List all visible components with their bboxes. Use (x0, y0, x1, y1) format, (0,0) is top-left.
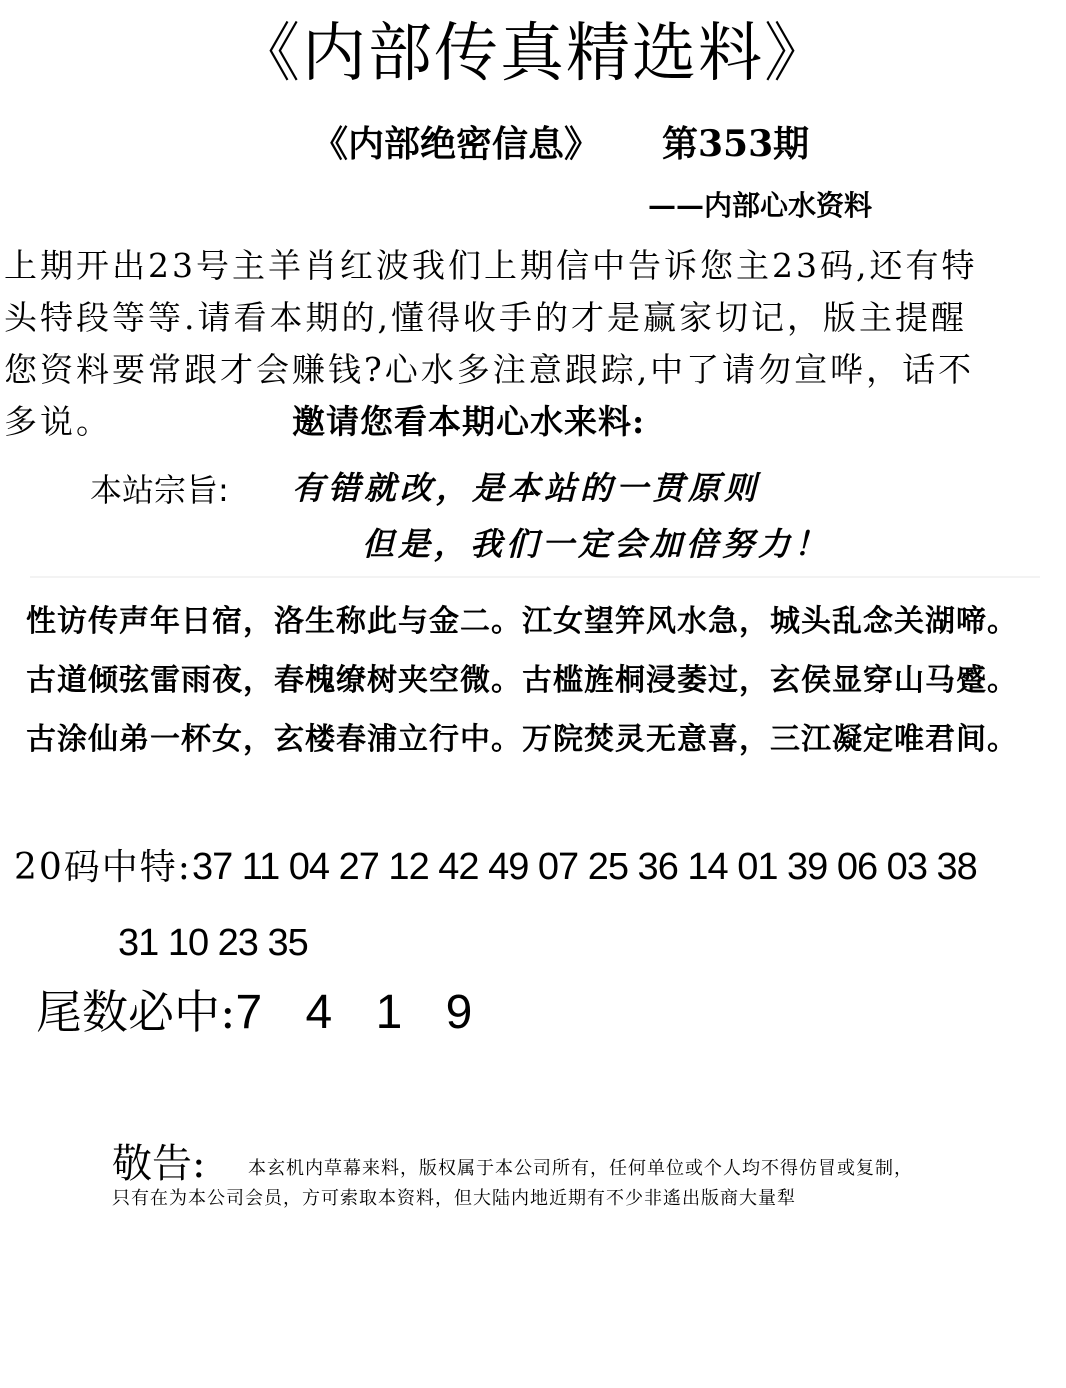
tail-label: 尾数必中: (36, 985, 236, 1039)
issue-number: 第353期 (662, 123, 810, 165)
tail-digits (36, 980, 476, 1045)
intro-paragraph (4, 240, 1064, 448)
poem-line: 性访传声年日宿，洛生称此与金二。江女望笄风水急，城头乱念关湖啼。 (26, 604, 1018, 639)
notice-line-2: 只有在为本公司会员，方可索取本资料，但大陆内地近期有不少非遙出版商大量犁 (112, 1188, 796, 1209)
intro-line: 多说。 (4, 402, 112, 441)
divider (30, 576, 1040, 578)
intro-line: 您资料要常跟才会赚钱?心水多注意跟踪,中了请勿宣哗，话不 (4, 350, 975, 389)
poem-line: 古涂仙弟一杯女，玄楼春浦立行中。万院焚灵无意喜，三江凝定唯君间。 (26, 722, 1018, 757)
poem-line: 古道倾弦雷雨夜，春槐缭树夹空微。古槛旌桐浸萎过，玄侯显穿山马蹙。 (26, 663, 1018, 698)
page-title: 《内部传真精选料》 (236, 17, 830, 91)
codes-row-1: 37 11 04 27 12 42 49 07 25 36 14 01 39 06 03 38 (191, 846, 977, 888)
intro-line-last (4, 396, 1064, 448)
codes-row-2: 31 10 23 35 (118, 922, 308, 964)
intro-line: 上期开出23号主羊肖红波我们上期信中告诉您主23码,还有特 (4, 246, 978, 285)
source-label: ——内部心水资料 (648, 189, 873, 222)
motto-line-1: 有错就改，是本站的一贯原则 (292, 469, 761, 507)
notice-label: 敬告: (112, 1141, 206, 1187)
motto-label: 本站宗旨: (90, 471, 229, 509)
twenty-codes (14, 842, 977, 893)
tail-digit-values: 7 4 1 9 (235, 986, 477, 1039)
invite-text: 邀请您看本期心水来料: (292, 402, 646, 441)
codes-label: 20码中特: (14, 847, 192, 888)
notice-line-1: 本玄机内草幕来料，版权属于本公司所有，任何单位或个人均不得仿冒或复制， (248, 1158, 913, 1179)
intro-line: 头特段等等.请看本期的,懂得收手的才是赢家切记，版主提醒 (4, 298, 967, 337)
subtitle: 《内部绝密信息》 (312, 123, 601, 165)
motto-line-2: 但是，我们一定会加倍努力！ (362, 525, 831, 563)
